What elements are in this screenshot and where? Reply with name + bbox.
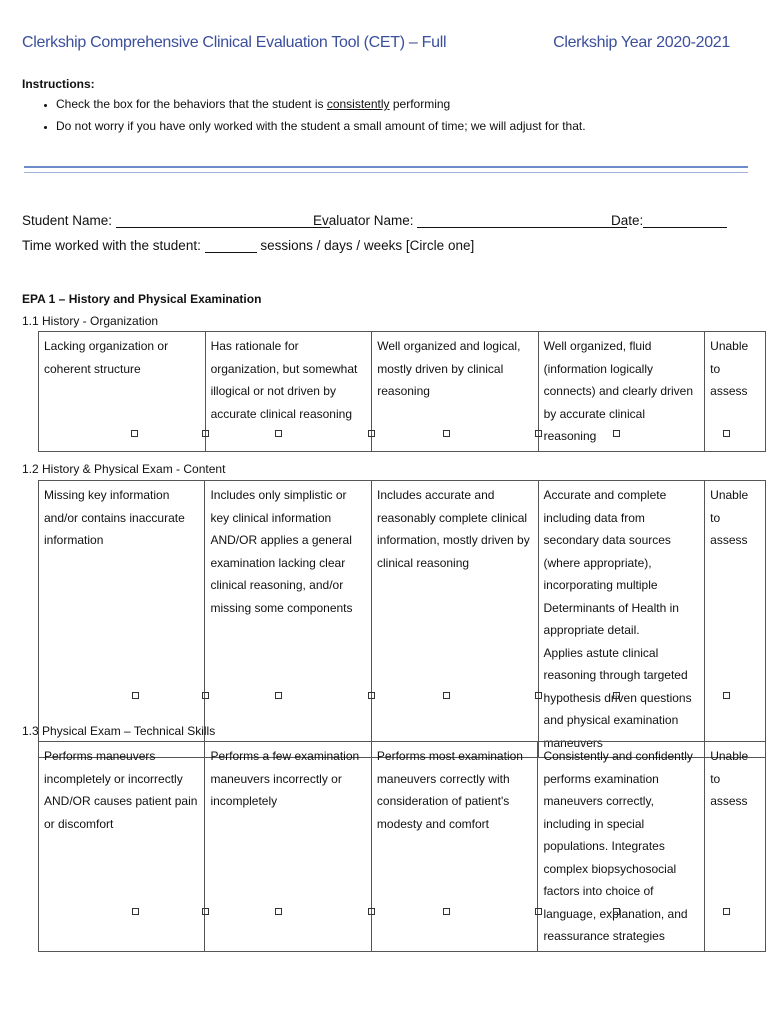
rubric-cell: Lacking organization or coherent structure [39,332,206,452]
checkbox[interactable] [202,692,209,699]
section-title: 1.1 History - Organization [22,314,159,328]
form-title: Clerkship Comprehensive Clinical Evaluation Tool (CET) – Full [22,34,447,51]
checkbox[interactable] [202,430,209,437]
checkbox[interactable] [613,430,620,437]
rubric-cell: Unable to assess [705,481,766,758]
evaluator-name-field[interactable] [313,213,627,228]
section-title: 1.2 History & Physical Exam - Content [22,462,226,476]
checkbox[interactable] [132,692,139,699]
checkbox[interactable] [723,692,730,699]
rubric-cell: Missing key information and/or contains inaccurate information [39,481,205,758]
checkbox[interactable] [275,908,282,915]
checkbox[interactable] [535,430,542,437]
checkbox-row [0,692,770,702]
rubric-cell: Accurate and complete including data from secondary data sources (where appropriate), incorporating multiple Determinants of Health in appropriate detail. Applies astute clinical reasoning through targeted hypothesis driven questions and physical examination maneuvers [538,481,705,758]
rubric-cell: Unable to assess [705,742,766,952]
clerkship-year: Clerkship Year 2020-2021 [553,34,730,51]
checkbox-row [0,908,770,918]
checkbox[interactable] [132,908,139,915]
checkbox[interactable] [368,692,375,699]
checkbox[interactable] [275,692,282,699]
time-worked-label: Time worked with the student: [22,238,201,253]
student-name-label: Student Name: [22,213,113,228]
checkbox[interactable] [202,908,209,915]
checkbox[interactable] [368,908,375,915]
date-label: Date: [611,213,644,228]
checkbox[interactable] [443,908,450,915]
student-name-field[interactable] [22,213,330,228]
section-divider [24,166,748,173]
checkbox-row [0,430,770,440]
instruction-item-2: • Do not worry if you have only worked with the student a small amount of time; we will adjust for that. [56,119,586,133]
checkbox[interactable] [535,692,542,699]
rubric-table [38,741,766,952]
rubric-cell: Consistently and confidently performs examination maneuvers correctly, including in special populations. Integrates complex biopsychosocial factors into choice of language, explanation, and reassurance strategies [538,742,705,952]
instruction-item-1: • Check the box for the behaviors that the student is consistently performing [56,97,586,111]
rubric-cell: Performs a few examination maneuvers incorrectly or incompletely [205,742,371,952]
instructions-title: Instructions: [22,77,95,91]
rubric-cell: Performs most examination maneuvers correctly with consideration of patient's modesty and comfort [371,742,538,952]
rubric-cell: Well organized, fluid (information logically connects) and clearly driven by accurate clinical reasoning [538,332,705,452]
checkbox[interactable] [443,430,450,437]
time-worked-options: sessions / days / weeks [Circle one] [260,238,475,253]
rubric-cell: Performs maneuvers incompletely or incorrectly AND/OR causes patient pain or discomfort [39,742,205,952]
checkbox[interactable] [368,430,375,437]
checkbox[interactable] [443,692,450,699]
evaluator-name-label: Evaluator Name: [313,213,414,228]
rubric-cell: Has rationale for organization, but somewhat illogical or not driven by accurate clinical reasoning [205,332,372,452]
rubric-cell: Includes accurate and reasonably complete clinical information, mostly driven by clinical reasoning [372,481,539,758]
checkbox[interactable] [613,692,620,699]
checkbox[interactable] [275,430,282,437]
date-field[interactable] [611,213,727,228]
table-row [39,742,766,952]
table-row [39,481,766,758]
checkbox[interactable] [723,430,730,437]
checkbox[interactable] [723,908,730,915]
epa-title: EPA 1 – History and Physical Examination [22,292,262,306]
rubric-cell: Well organized and logical, mostly driven by clinical reasoning [372,332,538,452]
rubric-table [38,480,766,758]
checkbox[interactable] [613,908,620,915]
time-worked-field[interactable] [22,238,474,253]
checkbox[interactable] [131,430,138,437]
checkbox[interactable] [535,908,542,915]
section-title: 1.3 Physical Exam – Technical Skills [22,724,216,738]
instructions [22,77,586,141]
rubric-cell: Unable to assess [705,332,766,452]
rubric-cell: Includes only simplistic or key clinical information AND/OR applies a general examination lacking clear clinical reasoning, and/or missing some components [205,481,372,758]
